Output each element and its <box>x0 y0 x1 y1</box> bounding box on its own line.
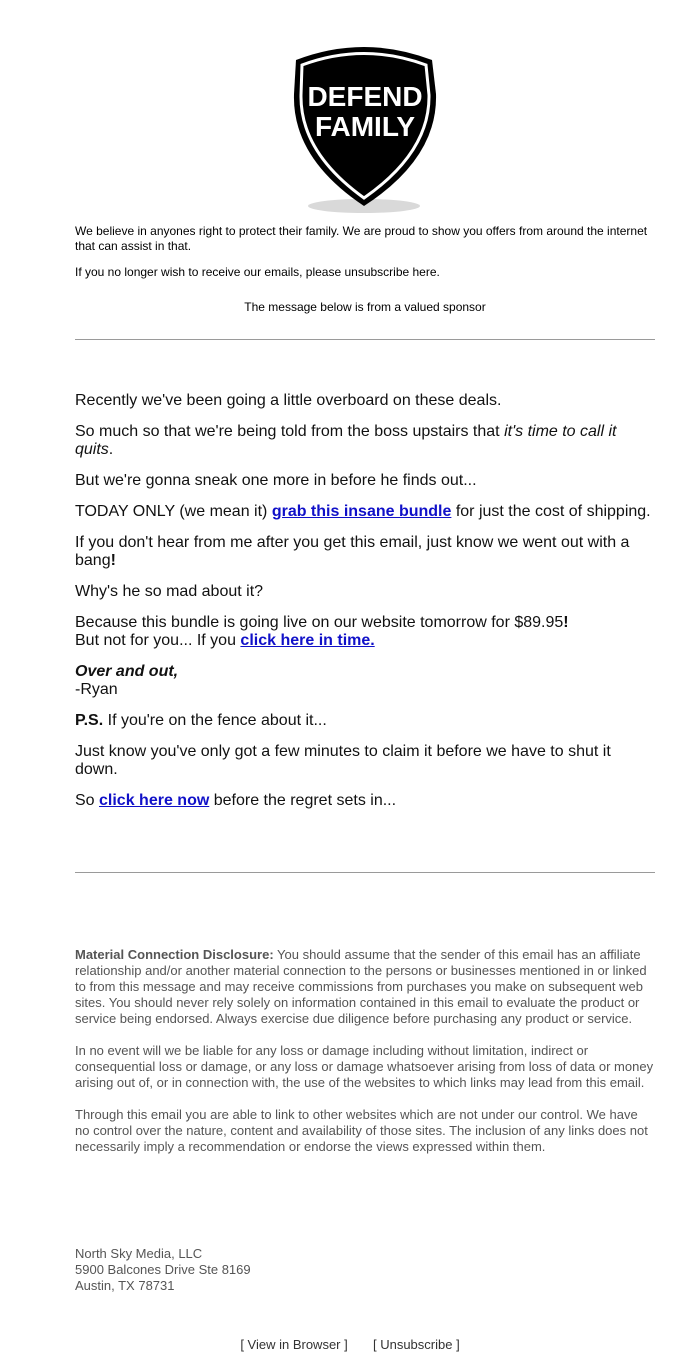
street-address: 5900 Balcones Drive Ste 8169 <box>75 1262 251 1277</box>
message-paragraph: Recently we've been going a little overboard on these deals. <box>75 392 502 409</box>
liability-paragraph: In no event will we be liable for any loss or damage including without limitation, indirect or consequential loss or damage, or any loss or damage whatsoever arising from loss of data or money arising out of, or in connection with, the use of the websites to which links may lead from this email. <box>75 1043 654 1090</box>
ps-paragraph: P.S. If you're on the fence about it... <box>75 712 327 729</box>
click-here-now-link[interactable]: click here now <box>99 792 210 809</box>
message-paragraph: If you don't hear from me after you get this email, just know we went out with a bang! <box>75 534 630 569</box>
intro-paragraph: We believe in anyones right to protect their family. We are proud to show you offers from around the internet that can assist in that. <box>75 224 648 253</box>
sponsor-notice: The message below is from a valued sponsor <box>244 300 486 314</box>
logo-text-line2: FAMILY <box>314 111 416 142</box>
defend-family-shield-logo <box>286 38 446 218</box>
message-paragraph: Just know you've only got a few minutes to claim it before we have to shut it down. <box>75 743 611 778</box>
company-name: North Sky Media, LLC <box>75 1246 203 1261</box>
message-paragraph: So click here now before the regret sets in... <box>75 792 397 809</box>
logo-text-line1: DEFEND <box>307 81 423 112</box>
city-state-zip: Austin, TX 78731 <box>75 1278 175 1293</box>
message-paragraph: But we're gonna sneak one more in before he finds out... <box>75 472 477 489</box>
company-address <box>75 1246 655 1294</box>
divider-bottom <box>75 872 655 873</box>
message-paragraph: TODAY ONLY (we mean it) grab this insane bundle for just the cost of shipping. <box>75 503 651 520</box>
grab-bundle-link[interactable]: grab this insane bundle <box>271 503 452 520</box>
message-paragraph: Because this bundle is going live on our website tomorrow for $89.95! But not for you... If you click here in time. <box>75 614 569 649</box>
divider-top <box>75 339 655 340</box>
intro-section <box>75 224 655 291</box>
message-paragraph: So much so that we're being told from the boss upstairs that it's time to call it quits. <box>75 423 617 458</box>
external-links-paragraph: Through this email you are able to link to other websites which are not under our control. We have no control over the nature, content and availability of those sites. The inclusion of any links does not necessarily imply a recommendation or endorse the views expressed within them. <box>75 1107 648 1154</box>
message-paragraph: Why's he so mad about it? <box>75 583 264 600</box>
unsubscribe-notice[interactable]: If you no longer wish to receive our emails, please unsubscribe here. <box>75 265 440 279</box>
disclosure-section <box>75 947 655 1171</box>
unsubscribe-link[interactable]: [ Unsubscribe ] <box>372 1337 460 1352</box>
footer-links <box>0 1337 700 1352</box>
signoff-block: Over and out, -Ryan <box>75 663 179 698</box>
disclosure-paragraph: Material Connection Disclosure: You should assume that the sender of this email has an affiliate relationship and/or another material connection to the persons or businesses mentioned in or linked to from this message and may receive commissions from purchases you make on subsequent web sites. You should never rely solely on information contained in this email to evaluate the product or service being endorsed. Always exercise due diligence before purchasing any product or service. <box>75 947 647 1026</box>
message-body <box>75 392 655 823</box>
view-in-browser-link[interactable]: [ View in Browser ] <box>240 1337 348 1352</box>
click-here-in-time-link[interactable]: click here in time. <box>240 632 375 649</box>
